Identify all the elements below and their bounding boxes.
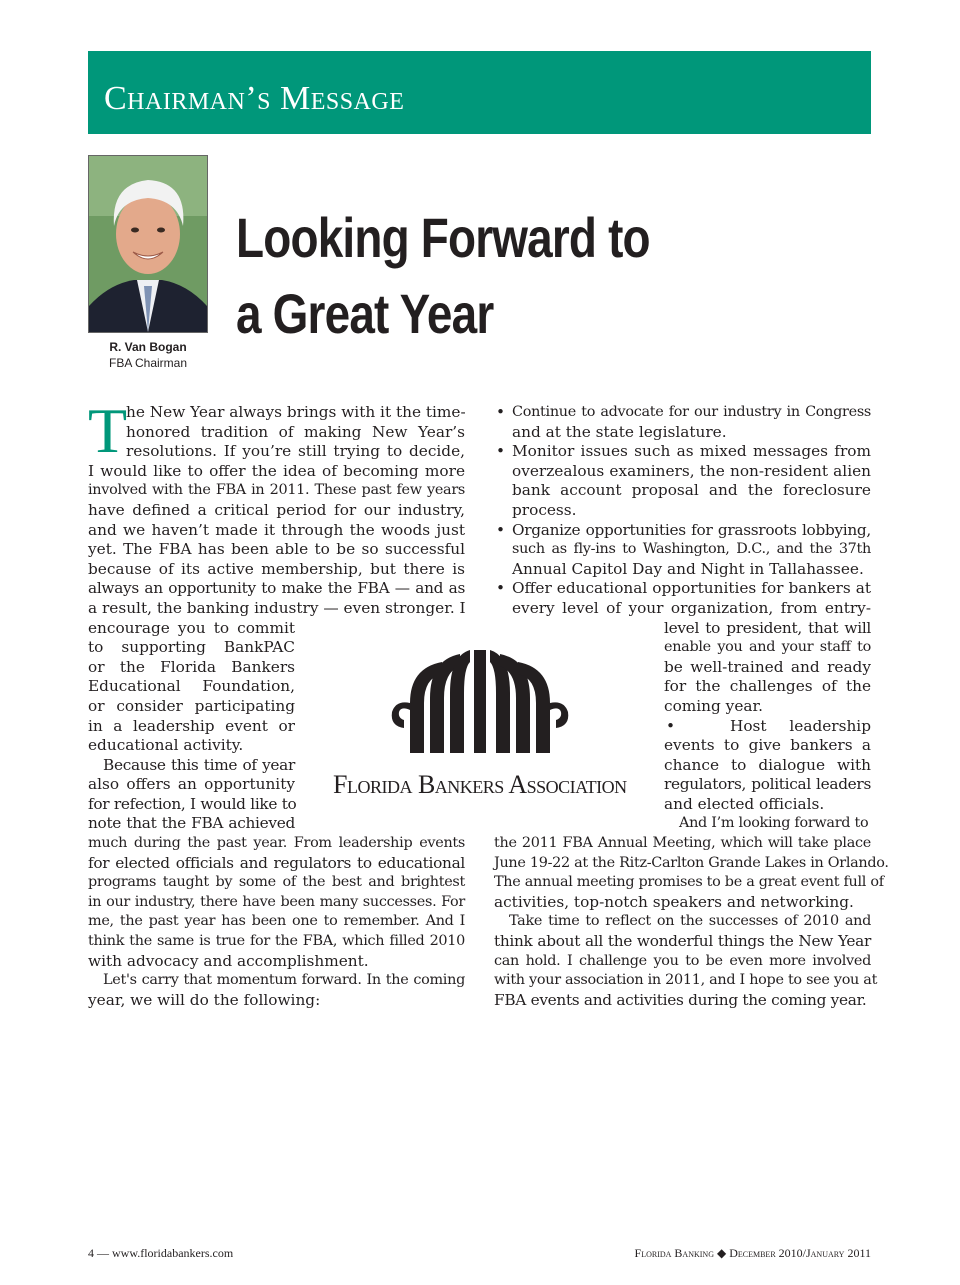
- bullet-icon: •: [496, 579, 506, 598]
- section-title: Chairman’s Message: [104, 80, 405, 117]
- logo-text: Florida Bankers Association: [333, 770, 627, 799]
- left-column-line: or consider participating: [88, 696, 295, 715]
- right-column-line: June 19-22 at the Ritz-Carlton Grande Lakes in Orlando.: [494, 854, 889, 871]
- left-column-line: Because this time of year: [103, 755, 295, 774]
- right-column-line: level to president, that will: [664, 618, 871, 637]
- left-column-line: to supporting BankPAC: [88, 638, 295, 657]
- right-column-line: coming year.: [664, 696, 763, 715]
- left-column-line: Let's carry that momentum forward. In the coming: [103, 972, 465, 989]
- bullet-icon: •: [496, 403, 506, 421]
- left-column-line: he New Year always brings with it the time-: [126, 403, 466, 421]
- left-column-line: year, we will do the following:: [88, 990, 321, 1009]
- left-column-line: honored tradition of making New Year’s: [126, 422, 465, 441]
- headline: [236, 200, 728, 352]
- right-column-line: with your association in 2011, and I hope to see you at: [494, 972, 878, 989]
- right-column-line: And I’m looking forward to: [679, 815, 869, 832]
- left-column-line: encourage you to commit: [88, 618, 295, 637]
- author-photo: [88, 155, 208, 333]
- right-column-line: overzealous examiners, the non-resident alien: [512, 461, 871, 480]
- right-column-line: chance to dialogue with: [664, 755, 871, 774]
- right-column-line: Organize opportunities for grassroots lobbying,: [512, 520, 871, 539]
- left-column-line: or the Florida Bankers: [88, 657, 295, 676]
- bullet-icon: •: [496, 442, 506, 461]
- right-column-line: every level of your organization, from entry-: [512, 598, 871, 617]
- right-column-line: activities, top-notch speakers and networking.: [494, 892, 854, 911]
- left-column-line: much during the past year. From leadership events: [88, 835, 465, 852]
- bullet-icon: •: [666, 716, 676, 735]
- left-column-line: a result, the banking industry — even stronger. I: [88, 598, 466, 617]
- right-column-line: enable you and your staff to: [664, 639, 871, 656]
- left-column-line: because of its active membership, but there is: [88, 559, 465, 578]
- right-column-line: events to give bankers a: [664, 736, 871, 755]
- author-title: FBA Chairman: [108, 356, 188, 370]
- author-name: R. Van Bogan: [109, 340, 187, 354]
- right-column-line: regulators, political leaders: [664, 775, 871, 794]
- drop-cap: T: [88, 395, 128, 466]
- right-column-line: FBA events and activities during the coming year.: [494, 990, 867, 1009]
- headline-line-2: a Great Year: [236, 282, 494, 345]
- left-column-line: Educational Foundation,: [88, 677, 295, 696]
- right-column-line: Take time to reflect on the successes of 2010 and: [509, 913, 871, 930]
- left-column-line: note that the FBA achieved: [88, 814, 295, 833]
- left-column-line: educational activity.: [88, 736, 244, 755]
- left-column-line: for refection, I would like to: [88, 794, 297, 813]
- right-column-line: Annual Capitol Day and Night in Tallahassee.: [512, 559, 864, 578]
- left-column-line: think the same is true for the FBA, which filled 2010: [88, 933, 465, 950]
- left-column-line: for elected officials and regulators to educational: [88, 853, 465, 872]
- right-column-line: The annual meeting promises to be a great event full of: [494, 874, 884, 891]
- bullet-icon: •: [496, 520, 506, 539]
- left-column-line: I would like to offer the idea of becoming more: [88, 461, 465, 480]
- left-column-line: and we haven’t made it through the woods just: [88, 520, 465, 539]
- left-column-line: also offers an opportunity: [88, 775, 295, 794]
- left-column-line: have defined a critical period for our industry,: [88, 500, 465, 519]
- right-column-line: for the challenges of the: [664, 677, 871, 696]
- left-column-line: resolutions. If you’re still trying to decide,: [126, 442, 465, 461]
- footer-publication: Florida Banking ◆ December 2010/January 2011: [634, 1246, 871, 1260]
- right-column-line: Monitor issues such as mixed messages from: [512, 442, 871, 461]
- headline-line-1: Looking Forward to: [236, 206, 650, 269]
- right-column-line: Host leadership: [730, 716, 871, 735]
- right-column-line: think about all the wonderful things the New Year: [494, 932, 871, 951]
- right-column-line: can hold. I challenge you to be even more involved: [494, 952, 871, 969]
- left-column-line: in our industry, there have been many successes. For: [88, 893, 465, 910]
- left-column-line: me, the past year has been one to remember. And I: [88, 913, 465, 930]
- left-column-line: with advocacy and accomplishment.: [88, 951, 369, 970]
- right-column-line: be well-trained and ready: [664, 657, 871, 676]
- right-column-line: Offer educational opportunities for bankers at: [512, 579, 871, 598]
- footer-page-url: 4 — www.floridabankers.com: [88, 1246, 234, 1260]
- left-column-line: in a leadership event or: [88, 716, 295, 735]
- right-column-line: bank account proposal and the foreclosure: [512, 481, 871, 500]
- right-column-line: process.: [512, 500, 577, 519]
- left-column-line: programs taught by some of the best and brightest: [88, 874, 465, 891]
- left-column-line: involved with the FBA in 2011. These past few years: [88, 482, 465, 499]
- right-column-line: and elected officials.: [664, 794, 825, 813]
- section-banner: [88, 51, 871, 134]
- right-column-line: the 2011 FBA Annual Meeting, which will take place: [494, 835, 871, 852]
- right-column-line: and at the state legislature.: [512, 422, 727, 441]
- left-column-line: always an opportunity to make the FBA — and as: [88, 579, 465, 598]
- left-column-line: yet. The FBA has been able to be so successful: [88, 540, 465, 559]
- right-column-line: Continue to advocate for our industry in Congress: [512, 404, 871, 420]
- right-column-line: such as fly-ins to Washington, D.C., and the 37th: [512, 541, 871, 558]
